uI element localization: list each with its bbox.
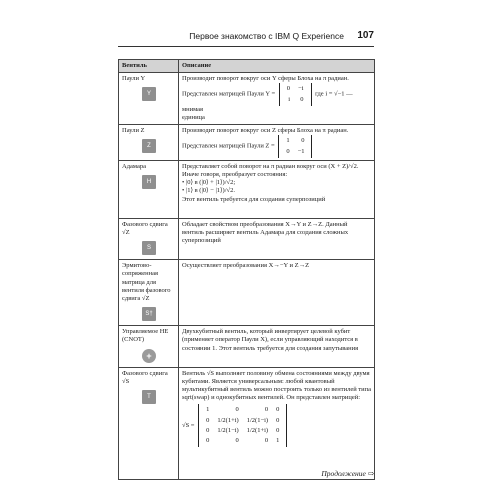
matrix-cell: 0 <box>300 95 304 103</box>
matrix-cell: 0 <box>264 437 269 445</box>
description-line: Производит поворот вокруг оси Z сферы Блоха на π радиан. <box>182 127 349 135</box>
gate-name: Паули Y <box>122 75 146 83</box>
description-line: единица <box>182 114 205 122</box>
table-row <box>119 260 375 326</box>
matrix-cell: −1 <box>297 147 305 155</box>
matrix-cell: 0 <box>235 406 239 414</box>
matrix-block <box>182 404 371 447</box>
matrix-cell: 1/2(1−i) <box>246 416 269 424</box>
description-line: Производит поворот вокруг оси Y сферы Блоха на π радиан. <box>182 75 349 83</box>
description-cell <box>179 73 375 125</box>
matrix-cell: 0 <box>235 437 239 445</box>
matrix-cell: 0 <box>276 406 280 414</box>
gate-name: Фазового сдвига √Z <box>122 220 168 237</box>
description-cell <box>179 160 375 218</box>
gates-table <box>118 59 375 480</box>
gate-s-icon: S <box>142 241 156 255</box>
matrix-cell: 1/2(1+i) <box>246 426 269 434</box>
description-line: • |0⟩ в (|0⟩ + |1⟩)/√2; <box>182 179 236 187</box>
description-line: Представлен матрицей Паули Y = <box>182 91 276 99</box>
matrix <box>198 404 287 447</box>
matrix-cell: 0 <box>206 416 210 424</box>
gate-cell <box>119 367 179 479</box>
gate-cell <box>119 260 179 326</box>
matrix-cell: 0 <box>206 437 210 445</box>
description-line: Представлен матрицей Паули Z = <box>182 143 275 151</box>
description-line: Двухкубитный вентиль, который инвертирует целевой кубит (применяет оператор Паули X), если управляющий находится в состоянии 1. Этот вентиль требуется для создания запутывания <box>182 328 359 352</box>
description-line: Обладает свойством преобразования X→Y и Z→Z. Данный вентиль расширяет вентиль Адамара для создания сложных суперпозиций <box>182 220 349 245</box>
table-row <box>119 73 375 125</box>
description-line: Иначе говоря, преобразует состояния: <box>182 171 288 179</box>
gate-cell <box>119 326 179 367</box>
page-header <box>118 30 374 46</box>
gate-name: Паули Z <box>122 127 145 135</box>
gate-cell <box>119 73 179 125</box>
description-cell <box>179 260 375 326</box>
description-line: Вентиль √S выполняет половину обмена состояниями между двумя кубитами. Является универсальным: любой квантовый мультикубитный вентиль можно построить только из вентилей типа sqrt(swap) и однокубитных вентилей. Он представлен матрицей: <box>182 369 371 402</box>
matrix-cell: 0 <box>286 85 291 93</box>
description-line: где i = √−1 — мнимая <box>182 91 353 113</box>
matrix-cell: 0 <box>206 426 210 434</box>
description-line: Этот вентиль требуется для создания суперпозиций <box>182 195 326 203</box>
description-cell <box>179 326 375 367</box>
description-line: Представляет собой поворот на π радиан вокруг оси (X + Z)/√2. <box>182 162 359 170</box>
gate-name: Эрмитово-сопряженная матрица для вентиля фазового сдвига √Z <box>122 262 171 303</box>
gate-sdg-icon: S† <box>142 307 156 321</box>
page-number: 107 <box>357 30 374 41</box>
table-row <box>119 326 375 367</box>
matrix-cell: 1 <box>276 437 280 445</box>
table-row <box>119 367 375 479</box>
matrix-cell: 0 <box>301 137 305 145</box>
gate-cell <box>119 218 179 259</box>
gate-y-icon: Y <box>142 87 156 101</box>
gate-name: Фазового сдвига √S <box>122 369 168 385</box>
matrix-cell: 1/2(1+i) <box>217 416 239 424</box>
matrix-cell: 1 <box>206 406 210 414</box>
table-row <box>119 218 375 259</box>
matrix <box>278 135 312 157</box>
description-cell <box>179 125 375 161</box>
running-title: Первое знакомство с IBM Q Experience <box>189 31 344 41</box>
table-header-row <box>119 60 375 73</box>
gate-z-icon: Z <box>142 139 156 153</box>
description-line: Осуществляет преобразования X→−Y и Z→Z <box>182 262 310 270</box>
matrix-cell: 0 <box>276 416 280 424</box>
gate-name: Управляемое НЕ (CNOT) <box>122 328 169 344</box>
column-header-gate: Вентиль <box>119 60 179 73</box>
table-row <box>119 160 375 218</box>
matrix-cell: −i <box>298 85 304 93</box>
gate-cell <box>119 160 179 218</box>
gate-t-icon: T <box>142 390 156 404</box>
gate-name: Адамара <box>122 162 146 170</box>
matrix <box>279 83 312 105</box>
description-cell <box>179 367 375 479</box>
gate-cell <box>119 125 179 161</box>
matrix-cell: 1 <box>286 137 290 145</box>
matrix-cell: i <box>288 95 291 103</box>
header-rule <box>118 46 374 47</box>
cnot-plus-icon: + <box>142 349 156 363</box>
continued-note: Продолжение ⇨ <box>321 469 374 478</box>
matrix-cell: 0 <box>264 406 269 414</box>
table-row <box>119 125 375 161</box>
matrix-cell: 0 <box>276 426 280 434</box>
matrix-cell: 1/2(1−i) <box>217 426 239 434</box>
gate-h-icon: H <box>142 175 156 189</box>
description-cell <box>179 218 375 259</box>
matrix-label: √S = <box>182 422 195 430</box>
matrix-cell: 0 <box>286 147 290 155</box>
column-header-description: Описание <box>179 60 375 73</box>
description-line: • |1⟩ в (|0⟩ − |1⟩)/√2. <box>182 187 235 195</box>
